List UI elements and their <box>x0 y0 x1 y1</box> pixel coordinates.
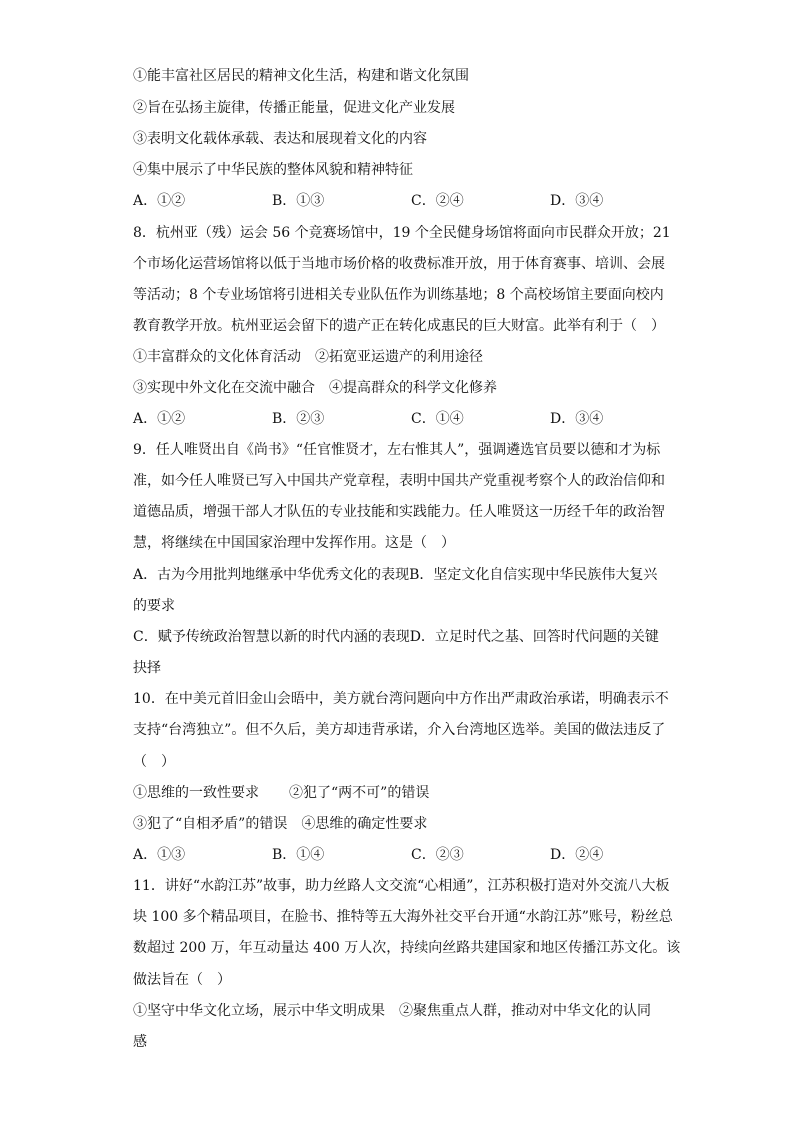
q8-stem-line-2: 个市场化运营场馆将以低于当地市场价格的收费标准开放，用于体育赛事、培训、会展 <box>133 256 665 272</box>
q7-option-a[interactable]: A．①② <box>133 193 186 209</box>
q7-statement-3: ③表明文化载体承载、表达和展现着文化的内容 <box>133 131 427 147</box>
q9-option-ab-line-1[interactable]: A．古为今用批判地继承中华优秀文化的表现B．坚定文化自信实现中华民族伟大复兴 <box>133 567 658 583</box>
q8-stem-line-1: 8．杭州亚（残）运会 56 个竞赛场馆中，19 个全民健身场馆将面向市民群众开放；21 <box>133 225 671 241</box>
q10-stem-line-3: （ ） <box>133 754 175 770</box>
q8-statement-4: ④提高群众的科学文化修养 <box>329 380 497 396</box>
q7-statement-1: ①能丰富社区居民的精神文化生活，构建和谐文化氛围 <box>133 68 469 84</box>
q9-stem-line-3: 道德品质，增强干部人才队伍的专业技能和实践能力。任人唯贤这一历经千年的政治智 <box>133 504 665 520</box>
q11-statement-2: ②聚焦重点人群，推动对中华文化的认同 <box>399 1003 651 1019</box>
q10-statement-4: ④思维的确定性要求 <box>301 816 428 832</box>
q9-option-ab-line-2: 的要求 <box>133 598 175 614</box>
q10-statements-row-2 <box>133 814 663 834</box>
q8-option-a[interactable]: A．①② <box>133 411 186 427</box>
q10-options <box>133 845 663 865</box>
q10-option-b[interactable]: B．①④ <box>272 847 325 863</box>
q9-option-cd-line-1[interactable]: C．赋予传统政治智慧以新的时代内涵的表现D．立足时代之基、回答时代问题的关键 <box>133 629 659 645</box>
q10-stem-line-1: 10．在中美元首旧金山会晤中，美方就台湾问题向中方作出严肃政治承诺，明确表示不 <box>133 691 669 707</box>
q8-stem-line-4: 教育教学开放。杭州亚运会留下的遗产正在转化成惠民的巨大财富。此举有利于（ ） <box>133 318 665 334</box>
q9-stem-line-1: 9．任人唯贤出自《尚书》“任官惟贤才，左右惟其人”，强调遴选官员要以德和才为标 <box>133 442 661 458</box>
q8-option-b[interactable]: B．②③ <box>272 411 325 427</box>
q10-stem-line-2: 支持“台湾独立”。但不久后，美方却违背承诺，介入台湾地区选举。美国的做法违反了 <box>133 722 666 738</box>
q8-statement-2: ②拓宽亚运遗产的利用途径 <box>315 349 483 365</box>
q9-option-cd-line-2: 抉择 <box>133 660 161 676</box>
q10-statement-3: ③犯了“自相矛盾”的错误 <box>133 816 288 832</box>
q9-stem-line-4: 慧，将继续在中国国家治理中发挥作用。这是（ ） <box>133 535 455 551</box>
q9-stem-line-2: 准，如今任人唯贤已写入中国共产党章程，表明中国共产党重视考察个人的政治信仰和 <box>133 473 665 489</box>
q8-option-d[interactable]: D．③④ <box>550 411 604 427</box>
q11-stem-line-4: 做法旨在（ ） <box>133 972 231 988</box>
q8-statement-1: ①丰富群众的文化体育活动 <box>133 349 301 365</box>
q8-statement-3: ③实现中外文化在交流中融合 <box>133 380 315 396</box>
q10-statements-row-1 <box>133 783 663 803</box>
q11-stem-line-2: 块 100 多个精品项目，在脸书、推特等五大海外社交平台开通“水韵江苏”账号，粉丝总 <box>133 909 673 925</box>
q7-statement-2: ②旨在弘扬主旋律，传播正能量，促进文化产业发展 <box>133 100 455 116</box>
q8-statements-row-1 <box>133 347 663 367</box>
q11-statements-row-1 <box>133 1001 663 1021</box>
q11-stem-line-1: 11．讲好“水韵江苏”故事，助力丝路人文交流“心相通”，江苏积极打造对外交流八大板 <box>133 878 670 894</box>
q10-option-a[interactable]: A．①③ <box>133 847 186 863</box>
q8-stem-line-3: 等活动；8 个专业场馆将引进相关专业队伍作为训练基地；8 个高校场馆主要面向校内 <box>133 287 664 303</box>
q10-option-c[interactable]: C．②③ <box>411 847 464 863</box>
q11-statement-2-continued: 感 <box>133 1034 147 1050</box>
q11-stem-line-3: 数超过 200 万，年互动量达 400 万人次，持续向丝路共建国家和地区传播江苏文化。该 <box>133 940 681 956</box>
q7-option-d[interactable]: D．③④ <box>550 193 604 209</box>
q10-statement-1: ①思维的一致性要求 <box>133 785 259 801</box>
q11-statement-1: ①坚守中华文化立场，展示中华文明成果 <box>133 1003 385 1019</box>
q7-option-c[interactable]: C．②④ <box>411 193 464 209</box>
q10-option-d[interactable]: D．②④ <box>550 847 604 863</box>
q7-options <box>133 191 663 211</box>
q10-statement-2: ②犯了“两不可”的错误 <box>289 785 430 801</box>
q8-option-c[interactable]: C．①④ <box>411 411 464 427</box>
q7-option-b[interactable]: B．①③ <box>272 193 325 209</box>
q7-statement-4: ④集中展示了中华民族的整体风貌和精神特征 <box>133 162 413 178</box>
q8-options <box>133 409 663 429</box>
q8-statements-row-2 <box>133 378 663 398</box>
